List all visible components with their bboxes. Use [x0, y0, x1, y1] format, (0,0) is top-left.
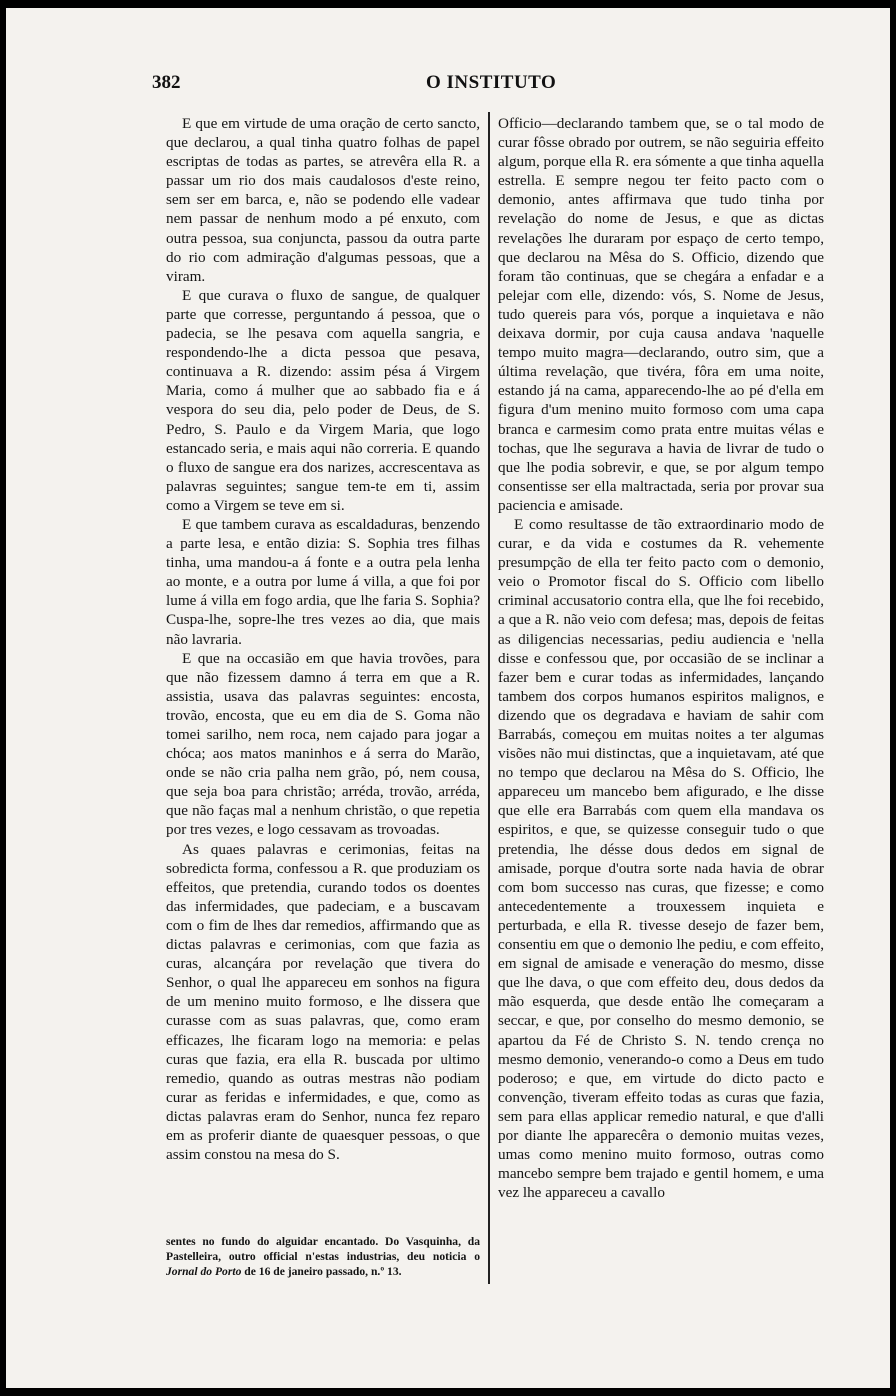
- paragraph: Officio—declarando tambem que, se o tal modo de curar fôsse obrado por outrem, se não seguiria effeito algum, porque ella R. era sómente a que tinha aquella estrella. E sempre negou ter feito pacto com o demonio, antes affirmava que tudo tinha por revelação do nome de Jesus, e que as dictas revelações lhe duraram por espaço de certo tempo, que declarou na Mêsa do S. Officio, dizendo que foram tão continuas, que se chegára a enfadar e a pelejar com elle, dizendo: vós, S. Nome de Jesus, tudo quereis para vós, porque a inquietava e não deixava dormir, por cuja causa andava 'naquelle tempo muito magra—declarando, outro sim, que a última revelação, que tivéra, fôra em uma noite, estando já na cama, apparecendo-lhe ao pé d'ella em figura d'um menino muito formoso com uma capa branca e carmesim como prata entre muitas vélas e tochas, que lhe segurava a havia de livrar de tudo o que lhe podia sobrevir, e que, se por algum tempo consentisse ser ella maltractada, seria por provar sua paciencia e amisade.: [498, 115, 824, 514]
- footnote-text-end: de 16 de janeiro passado, n.º 13.: [244, 1265, 402, 1279]
- paragraph: As quaes palavras e cerimonias, feitas na sobredicta forma, confessou a R. que produziam os effeitos, que pretendia, curando todos os doentes das infermidades, que padeciam, e a buscavam com o fim de lhes dar remedios, affirmando que as dictas palavras e cerimonias, com que fazia as curas, alcançára por revelação que tivera do Senhor, o qual lhe appareceu em sonhos na figura de um menino muito formoso, e lhe dissera que curasse com as suas palavras, que, como eram efficazes, lhe ficaram logo na memoria: e pelas curas que fazia, era ella R. buscada por ultimo remedio, quando as outras mestras não podiam curar as feridas e infermidades, e que, como as dictas palavras eram do Senhor, nunca fez reparo em as proferir diante de quaesquer pessoas, o que assim constou na mesa do S.: [166, 840, 480, 1164]
- paragraph: E que tambem curava as escaldaduras, benzendo a parte lesa, e então dizia: S. Sophia tres filhas tinha, uma mandou-a á fonte e a outra pela lenha ao monte, e a outra por lume á villa, a que foi por lume á villa em fogo ardia, que lhe faria S. Sophia? Cuspa-lhe, sopre-lhe tres vezes ao dia, que mais não lavraria.: [166, 515, 480, 648]
- left-column: [166, 114, 480, 1164]
- right-column: [498, 114, 824, 1202]
- page-number: 382: [152, 72, 181, 93]
- footnote-journal-name: Jornal do Porto: [166, 1265, 242, 1279]
- column-divider: [488, 112, 490, 1284]
- footnote-text-start: sentes no fundo do alguidar encantado. Do Vasquinha, da Pastelleira, outro official n'estas industrias, deu noticia o: [166, 1235, 480, 1264]
- journal-title: O INSTITUTO: [426, 72, 557, 93]
- paragraph: E que na occasião em que havia trovões, para que não fizessem damno á terra em que a R. assistia, usava das palavras seguintes: encosta, trovão, encosta, que eu em dia de S. Goma não tomei sarilho, nem roca, nem cajado para jogar a chóca; aos matos maninhos e á serra do Marão, onde se não cria palha nem grão, pó, nem cousa, que seja boa para christão; arréda, trovão, arréda, que não faças mal a nenhum christão, o que repetia por tres vezes, e logo cessavam as trovoadas.: [166, 649, 480, 839]
- paragraph: E que em virtude de uma oração de certo sancto, que declarou, a qual tinha quatro folhas de papel escriptas de todas as partes, se atrevêra ella R. a passar um rio dos mais caudalosos d'este reino, sem ser em barca, e, não se podendo elle vadear nem passar de nenhum modo a pé enxuto, com outra pessoa, sua conjuncta, passou da outra parte do rio com admiração d'algumas pessoas, que a viram.: [166, 115, 480, 285]
- footnote: [166, 1234, 480, 1280]
- paragraph: E que curava o fluxo de sangue, de qualquer parte que corresse, perguntando á pessoa, que o padecia, se lhe pesava com aquella sangria, e respondendo-lhe a dicta pessoa que pesava, continuava a R. dizendo: assim pésa á Virgem Maria, como á mulher que ao sabbado fia e á vespora do seu dia, pelo poder de Deus, de S. Pedro, S. Paulo e da Virgem Maria, que logo estancado seria, e mais aqui não correria. E quando o fluxo de sangue era dos narizes, accrescentava as palavras seguintes; sangue tem-te em ti, assim como a Virgem se teve em si.: [166, 286, 480, 514]
- paragraph: E como resultasse de tão extraordinario modo de curar, e da vida e costumes da R. vehemente presumpção de ella ter feito pacto com o demonio, veio o Promotor fiscal do S. Officio com libello criminal accusatorio contra ella, que lhe foi recebido, a que a R. não veio com defesa; mas, depois de feitas as diligencias necessarias, pediu audiencia e 'nella disse e confessou que, por occasião de se inclinar a fazer bem e curar todas as infermidades, lançando tambem dos corpos humanos espiritos malignos, e dizendo que os degradava e haviam de sahir com Barrabás, começou em muitas noites a ter algumas visões não mui distinctas, que a inquietavam, até que no tempo que declarou na Mêsa do S. Officio, lhe appareceu um mancebo bem afigurado, e lhe disse que elle era Barrabás com quem ella mandava os espiritos, e que, se quizesse conseguir tudo o que pretendia, lhe désse dous dedos em signal de amisade, porque d'outra sorte nada havia de obrar com bom successo nas curas, que fizesse; e como antecedentemente a trouxessem inquieta e perturbada, e ella R. tivesse desejo de fazer bem, consentiu em que o demonio lhe pediu, e com effeito, em signal de amisade e veneração do mesmo, disse que lhe dava, o que com effeito deu, dous dedos da mão esquerda, que desde então lhe começaram a seccar, e que, por conselho do mesmo demonio, se apartou da Fé de Christo S. N. tendo crença no mesmo demonio, venerando-o como a Deus em tudo poderoso; e que, em virtude do dicto pacto e convenção, tiveram effeito todas as curas que fazia, sem para ellas applicar remedio natural, e que d'alli por diante lhe apparecêra o demonio muitas vezes, umas como menino muito formoso, outras como mancebo sempre bem trajado e gentil homem, e uma vez lhe appareceu a cavallo: [498, 515, 824, 1202]
- running-head: [6, 72, 890, 102]
- document-page: [6, 8, 890, 1388]
